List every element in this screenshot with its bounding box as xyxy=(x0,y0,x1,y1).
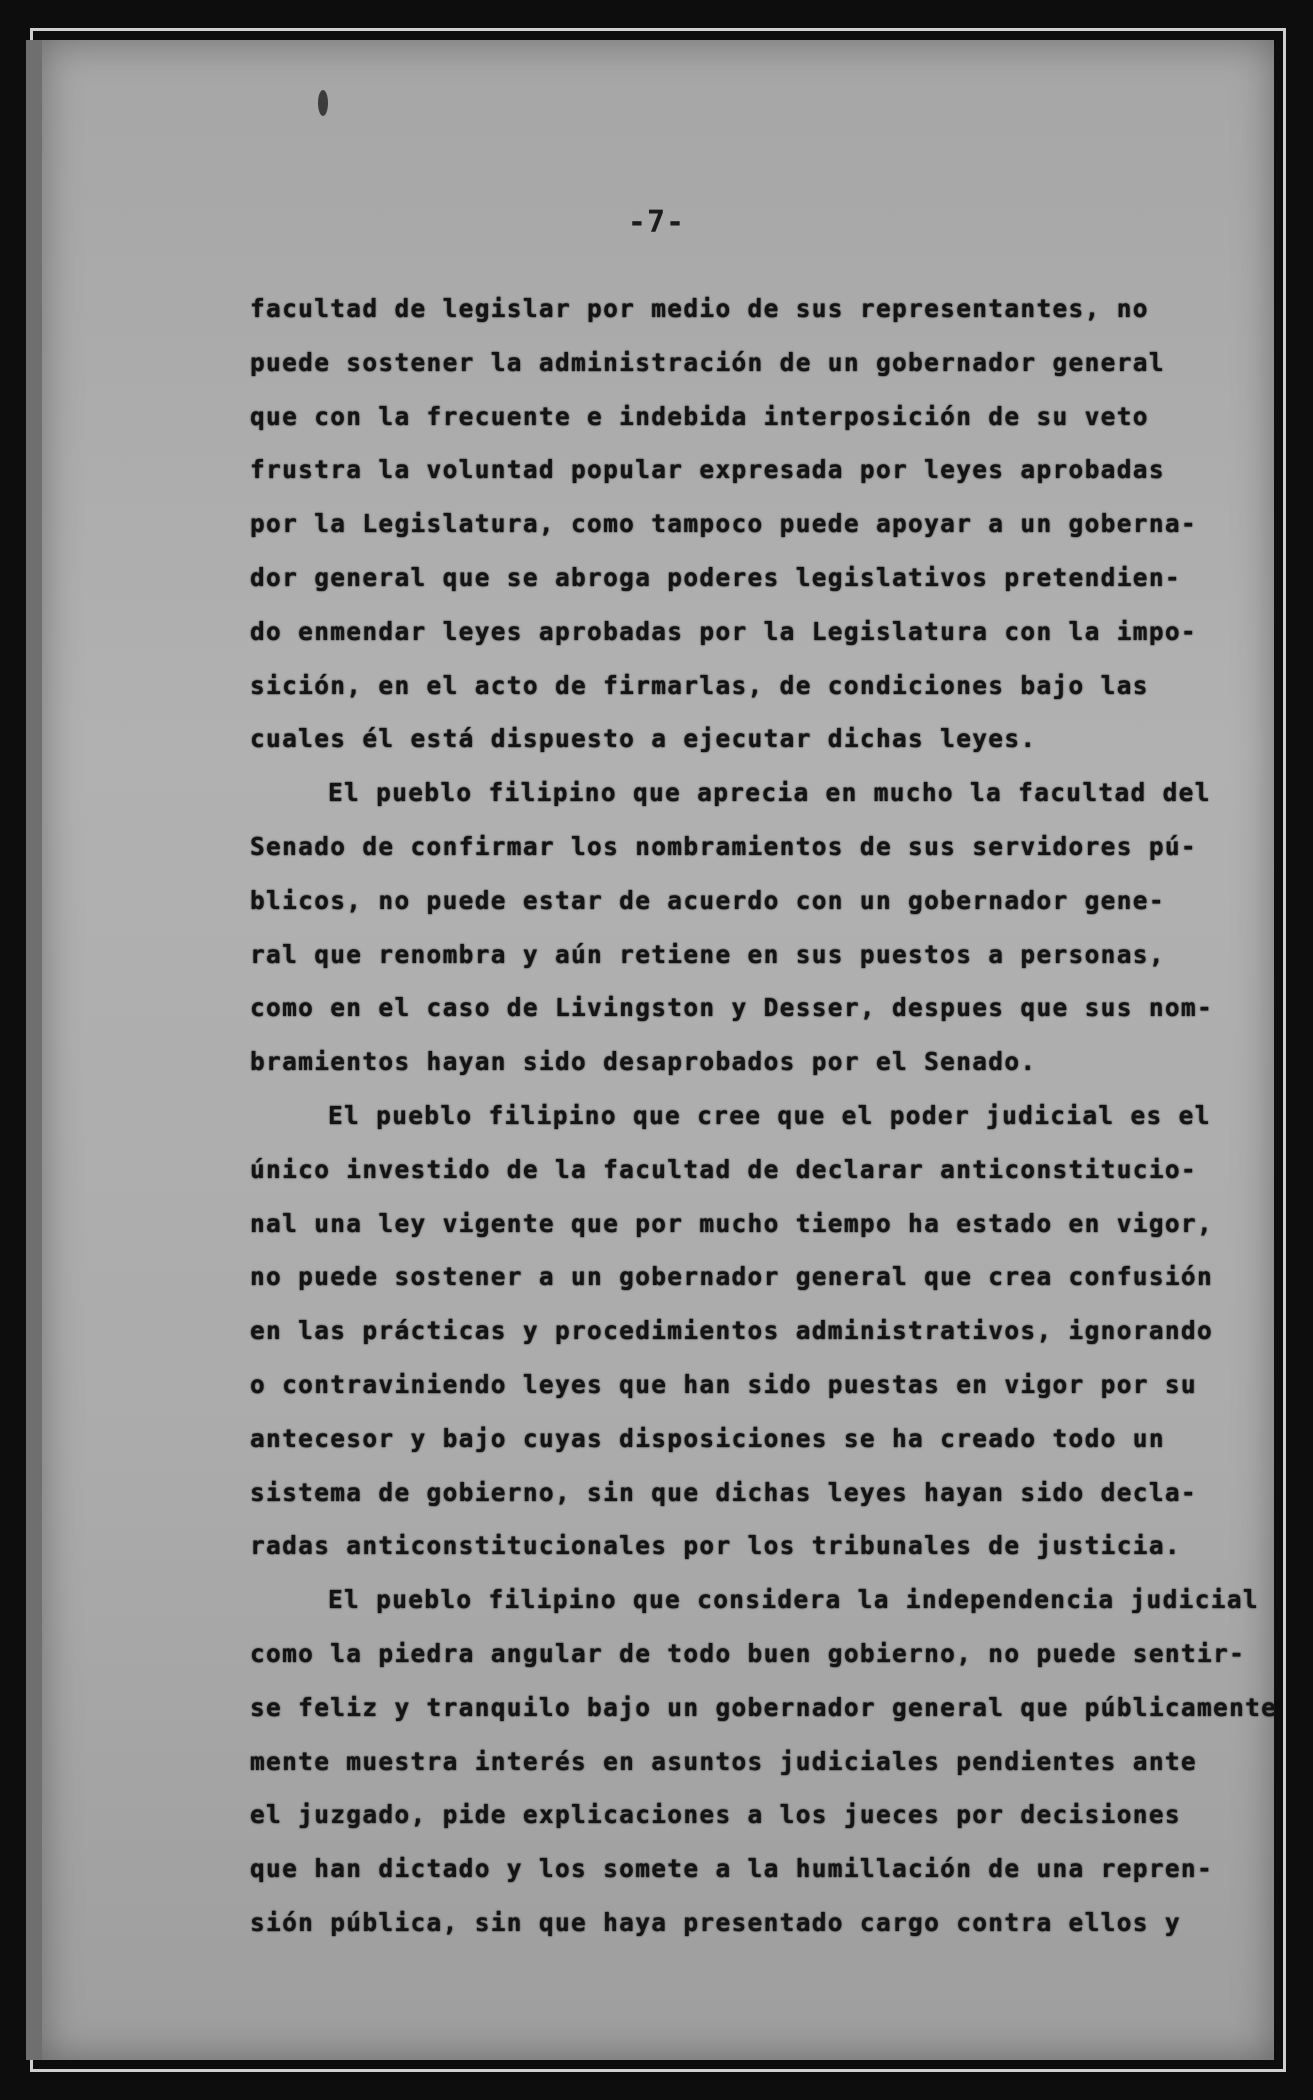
text-line: ral que renombra y aún retiene en sus puestos a personas, xyxy=(250,939,1165,969)
text-line: cuales él está dispuesto a ejecutar dichas leyes. xyxy=(250,724,1037,754)
document-body xyxy=(250,282,1278,1950)
text-line: por la Legislatura, como tampoco puede apoyar a un goberna- xyxy=(250,509,1197,539)
text-line: que han dictado y los somete a la humillación de una repren- xyxy=(250,1854,1214,1884)
text-line: no puede sostener a un gobernador general que crea confusión xyxy=(250,1262,1214,1292)
text-line: facultad de legislar por medio de sus representantes, no xyxy=(250,294,1149,323)
text-line: puede sostener la administración de un gobernador general xyxy=(250,347,1165,377)
text-line: único investido de la facultad de declarar anticonstitucio- xyxy=(250,1154,1197,1184)
text-line: como en el caso de Livingston y Desser, despues que sus nom- xyxy=(250,993,1214,1023)
text-line: El pueblo filipino que cree que el poder judicial es el xyxy=(328,1100,1211,1130)
text-line: antecesor y bajo cuyas disposiciones se ha creado todo un xyxy=(250,1423,1165,1453)
text-line: El pueblo filipino que aprecia en mucho la facultad del xyxy=(328,778,1211,808)
text-line: bramientos hayan sido desaprobados por el Senado. xyxy=(250,1047,1037,1077)
text-line: se feliz y tranquilo bajo un gobernador general que públicamente xyxy=(250,1692,1278,1722)
text-line: el juzgado, pide explicaciones a los jueces por decisiones xyxy=(250,1800,1181,1830)
text-line: radas anticonstitucionales por los tribunales de justicia. xyxy=(250,1531,1181,1561)
text-line: blicos, no puede estar de acuerdo con un gobernador gene- xyxy=(250,885,1165,915)
text-line: mente muestra interés en asuntos judiciales pendientes ante xyxy=(250,1746,1197,1776)
text-line: sión pública, sin que haya presentado cargo contra ellos y xyxy=(250,1907,1181,1937)
text-line: frustra la voluntad popular expresada por leyes aprobadas xyxy=(250,455,1165,485)
page-number: -7- xyxy=(627,205,686,240)
text-line: El pueblo filipino que considera la independencia judicial xyxy=(328,1585,1259,1615)
text-line: sición, en el acto de firmarlas, de condiciones bajo las xyxy=(250,670,1149,700)
text-line: do enmendar leyes aprobadas por la Legislatura con la impo- xyxy=(250,616,1197,646)
text-line: Senado de confirmar los nombramientos de sus servidores pú- xyxy=(250,831,1197,861)
text-line: nal una ley vigente que por mucho tiempo ha estado en vigor, xyxy=(250,1208,1214,1238)
text-line: o contraviniendo leyes que han sido puestas en vigor por su xyxy=(250,1369,1197,1399)
text-line: en las prácticas y procedimientos administrativos, ignorando xyxy=(250,1316,1214,1346)
text-line: dor general que se abroga poderes legislativos pretendien- xyxy=(250,562,1181,592)
text-line: sistema de gobierno, sin que dichas leyes hayan sido decla- xyxy=(250,1477,1197,1507)
text-line: como la piedra angular de todo buen gobierno, no puede sentir- xyxy=(250,1638,1246,1668)
ink-stain xyxy=(318,90,328,116)
text-line: que con la frecuente e indebida interposición de su veto xyxy=(250,401,1149,431)
